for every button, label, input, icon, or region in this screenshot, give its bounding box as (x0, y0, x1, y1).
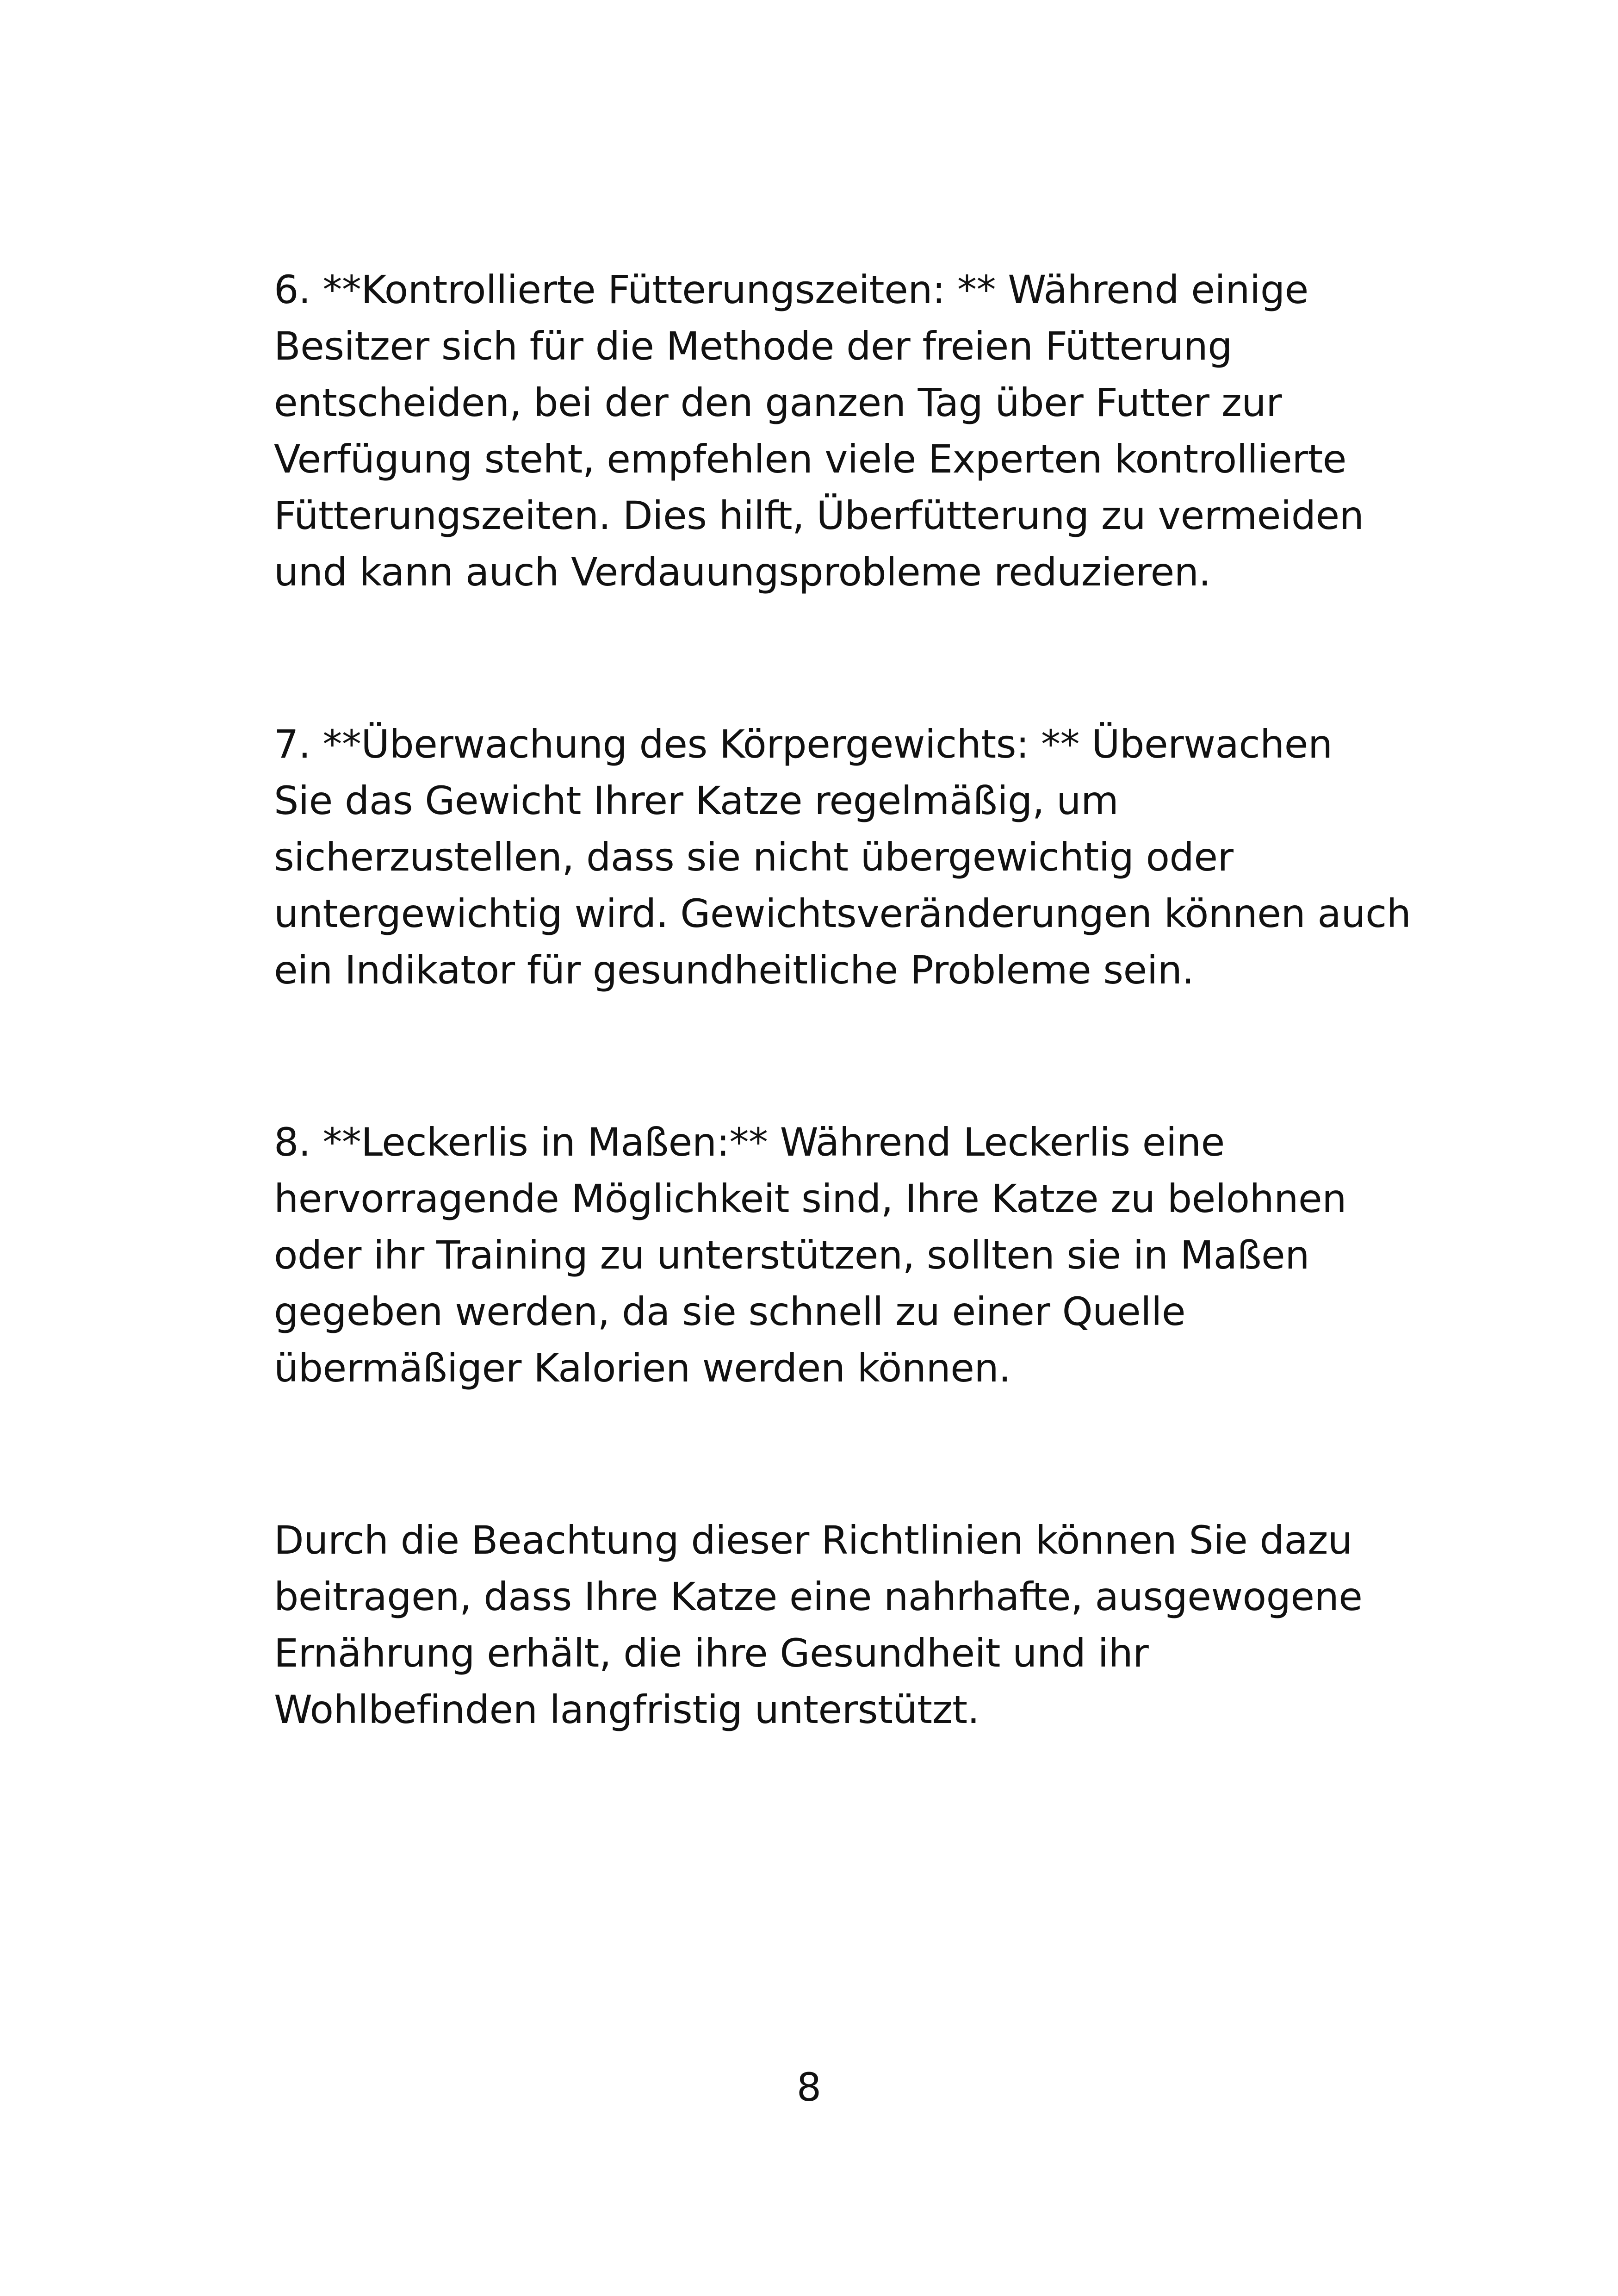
paragraph-treats (274, 1114, 1384, 1396)
paragraph-body-weight (274, 716, 1411, 998)
paragraph-conclusion (274, 1512, 1384, 1738)
page-content (274, 261, 1411, 1738)
text-line: sicherzustellen, dass sie nicht übergewichtig oder (274, 834, 1234, 880)
text-line: Durch die Beachtung dieser Richtlinien können Sie dazu (274, 1518, 1352, 1563)
text-line: gegeben werden, da sie schnell zu einer Quelle (274, 1289, 1186, 1334)
text-line: Verfügung steht, empfehlen viele Experten kontrollierte (274, 436, 1346, 482)
text-line: Fütterungszeiten. Dies hilft, Überfütterung zu vermeiden (274, 493, 1364, 538)
text-line: und kann auch Verdauungsprobleme reduzieren. (274, 549, 1211, 595)
text-line: untergewichtig wird. Gewichtsveränderungen können auch (274, 891, 1411, 936)
text-line: beitragen, dass Ihre Katze eine nahrhafte, ausgewogene (274, 1574, 1363, 1619)
paragraph-feeding-times (274, 261, 1384, 600)
paragraph-spacer (274, 998, 1384, 1114)
text-line: 7. **Überwachung des Körpergewichts: ** Überwachen (274, 722, 1333, 767)
text-line: oder ihr Training zu unterstützen, sollten sie in Maßen (274, 1232, 1309, 1278)
text-line: 6. **Kontrollierte Fütterungszeiten: ** Während einige (274, 267, 1308, 312)
text-line: Wohlbefinden langfristig unterstützt. (274, 1687, 979, 1732)
text-line: ein Indikator für gesundheitliche Probleme sein. (274, 947, 1194, 993)
text-line: hervorragende Möglichkeit sind, Ihre Katze zu belohnen (274, 1176, 1346, 1221)
text-line: Besitzer sich für die Methode der freien Fütterung (274, 324, 1233, 369)
text-line: 8. **Leckerlis in Maßen:** Während Leckerlis eine (274, 1120, 1225, 1165)
text-line: Sie das Gewicht Ihrer Katze regelmäßig, um (274, 778, 1119, 823)
page-number: 8 (796, 2065, 822, 2110)
text-line: Ernährung erhält, die ihre Gesundheit und ihr (274, 1630, 1149, 1676)
text-line: übermäßiger Kalorien werden können. (274, 1345, 1011, 1391)
paragraph-spacer (274, 600, 1384, 716)
paragraph-spacer (274, 1396, 1384, 1512)
text-line: entscheiden, bei der den ganzen Tag über Futter zur (274, 380, 1282, 425)
